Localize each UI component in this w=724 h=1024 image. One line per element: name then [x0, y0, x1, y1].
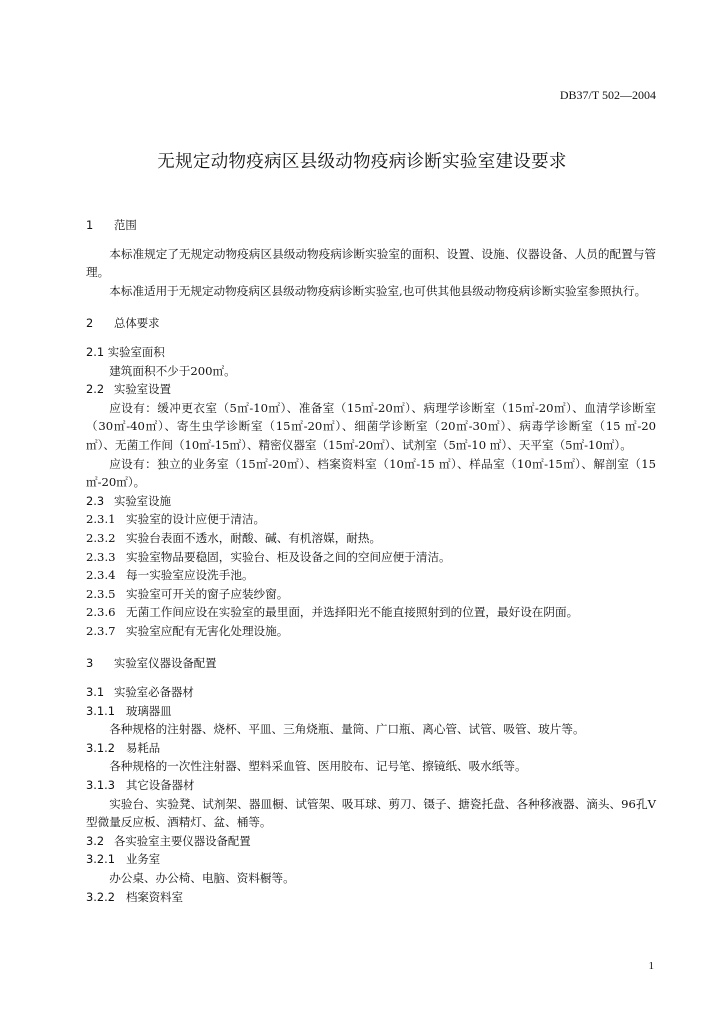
subsection-number: 3.2.2: [86, 889, 115, 904]
section-heading-3: [86, 654, 656, 673]
section-heading-1: [86, 216, 656, 235]
section-label: 总体要求: [114, 316, 160, 331]
section-number: 3: [86, 656, 94, 671]
subsection-label: 实验室设置: [114, 382, 171, 397]
item-text: 实验室物品要稳固，实验台、柜及设备之间的空间应便于清洁。: [126, 549, 451, 564]
paragraph: 办公桌、办公椅、电脑、资料橱等。: [109, 871, 295, 885]
subsection-number: 2.3: [86, 493, 105, 508]
subsection-number: 3.1.3: [86, 778, 115, 793]
item-number: 2.3.1: [86, 512, 116, 527]
document-body: [86, 216, 656, 906]
item-number: 2.3.7: [86, 623, 116, 638]
item-number: 2.3.5: [86, 586, 116, 601]
list-item: [86, 622, 656, 641]
subsection-heading-3-1-2: [86, 739, 656, 758]
subsection-heading-3-1-3: [86, 776, 656, 795]
subsection-label: 易耗品: [126, 740, 161, 755]
subsection-label: 实验室必备器材: [114, 685, 194, 700]
paragraph: 建筑面积不少于200㎡。: [109, 363, 236, 378]
list-item: [86, 603, 656, 622]
subsection-heading-2-1: [86, 343, 656, 362]
subsection-heading-3-2-2: [86, 888, 656, 907]
list-item: [86, 548, 656, 567]
section-label: 实验室仪器设备配置: [114, 656, 217, 671]
subsection-heading-3-1-1: [86, 702, 656, 721]
subsection-heading-3-2: [86, 832, 656, 851]
item-number: 2.3.3: [86, 549, 116, 564]
paragraph: 各种规格的注射器、烧杯、平皿、三角烧瓶、量筒、广口瓶、离心管、试管、吸管、玻片等。: [109, 722, 585, 737]
subsection-label: 其它设备器材: [126, 778, 195, 793]
subsection-label: 实验室设施: [114, 493, 171, 508]
subsection-heading-2-3: [86, 492, 656, 511]
item-number: 2.3.2: [86, 530, 116, 545]
subsection-label: 各实验室主要仪器设备配置: [114, 833, 251, 848]
subsection-label: 档案资料室: [126, 889, 183, 904]
paragraph: 实验台、实验凳、试剂架、器皿橱、试管架、吸耳球、剪刀、镊子、搪瓷托盘、各种移液器、滴头、96孔V型微量反应板、酒精灯、盆、桶等。: [86, 796, 656, 830]
subsection-number: 3.1.2: [86, 740, 115, 755]
subsection-number: 3.2.1: [86, 852, 115, 867]
list-item: [86, 529, 656, 548]
item-text: 每一实验室应设洗手池。: [126, 568, 254, 583]
item-number: 2.3.6: [86, 605, 116, 620]
list-item: [86, 510, 656, 529]
page-number: 1: [648, 960, 654, 972]
item-text: 实验室可开关的窗子应装纱窗。: [126, 586, 289, 601]
section-label: 范围: [114, 218, 137, 232]
paragraph: 本标准适用于无规定动物疫病区县级动物疫病诊断实验室,也可供其他县级动物疫病诊断实验室参照执行。: [109, 283, 647, 298]
subsection-number: 2.2: [86, 382, 105, 397]
section-number: 2: [86, 316, 94, 331]
subsection-number: 2.1: [86, 344, 105, 359]
subsection-label: 实验室面积: [107, 344, 165, 359]
subsection-number: 3.2: [86, 833, 105, 848]
item-text: 无菌工作间应设在实验室的最里面，并选择阳光不能直接照射到的位置，最好设在阴面。: [126, 605, 579, 620]
subsection-label: 业务室: [126, 852, 161, 867]
item-text: 实验室的设计应便于清洁。: [126, 512, 266, 527]
paragraph: 各种规格的一次性注射器、塑料采血管、医用胶布、记号笔、擦镜纸、吸水纸等。: [109, 759, 527, 774]
item-number: 2.3.4: [86, 568, 116, 583]
list-item: [86, 566, 656, 585]
subsection-number: 3.1: [86, 685, 105, 700]
list-item: [86, 585, 656, 604]
paragraph: 本标准规定了无规定动物疫病区县级动物疫病诊断实验室的面积、设置、设施、仪器设备、人员的配置与管理。: [86, 246, 656, 280]
item-text: 实验室应配有无害化处理设施。: [126, 623, 289, 638]
subsection-number: 3.1.1: [86, 703, 115, 718]
section-heading-2: [86, 314, 656, 333]
subsection-label: 玻璃器皿: [126, 703, 172, 718]
subsection-heading-3-2-1: [86, 850, 656, 869]
paragraph: 应设有：缓冲更衣室（5㎡-10㎡）、准备室（15㎡-20㎡）、病理学诊断室（15㎡-20㎡）、血清学诊断室（30㎡-40㎡）、寄生虫学诊断室（15㎡-20㎡）、细菌学诊断室（20㎡-30㎡）、病毒学诊断室（15 ㎡-20 ㎡）、无菌工作间（10㎡-15㎡）、精密仪器室（15㎡-20㎡）、试剂室（5㎡-10 ㎡）、天平室（5㎡-10㎡）。: [86, 400, 656, 452]
document-code: DB37/T 502—2004: [559, 88, 656, 102]
subsection-heading-3-1: [86, 683, 656, 702]
document-title: 无规定动物疫病区县级动物疫病诊断实验室建设要求: [157, 152, 567, 172]
item-text: 实验台表面不透水，耐酸、碱、有机溶媒，耐热。: [126, 530, 382, 545]
section-number: 1: [86, 218, 94, 232]
subsection-heading-2-2: [86, 380, 656, 399]
paragraph: 应设有：独立的业务室（15㎡-20㎡）、档案资料室（10㎡-15 ㎡）、样品室（10㎡-15㎡）、解剖室（15㎡-20㎡）。: [86, 456, 656, 490]
